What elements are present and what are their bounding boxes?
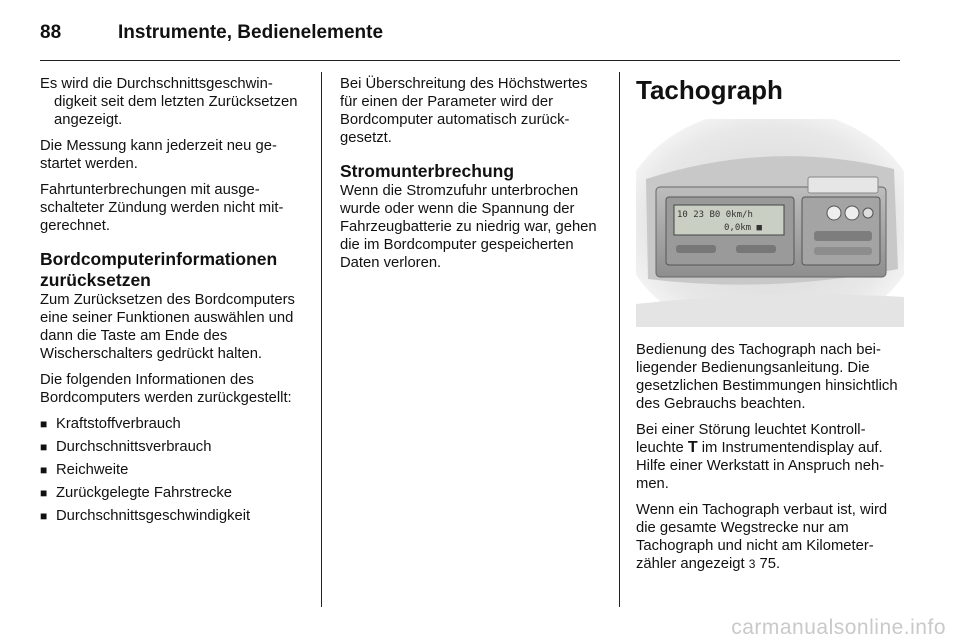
list-item: ■ Reichweite bbox=[40, 462, 129, 478]
bullet-icon: ■ bbox=[40, 417, 48, 431]
paragraph-auto-reset: Bei Überschreitung des Höchstwertes für einen der Parameter wird der Bordcomputer automatisch zurückgesetzt. bbox=[340, 76, 588, 146]
list-item: ■ Durchschnittsgeschwindigkeit bbox=[40, 508, 251, 524]
header-rule bbox=[40, 60, 900, 61]
section-heading-tachograph: Tachograph bbox=[636, 75, 783, 105]
bullet-icon: ■ bbox=[40, 463, 48, 477]
page-reference-arrow-icon: 3 bbox=[748, 557, 756, 571]
column-2 bbox=[340, 75, 602, 280]
page-number: 88 bbox=[40, 22, 62, 43]
tachograph-display-line2: 0,0km ■ bbox=[724, 223, 762, 233]
bullet-icon: ■ bbox=[40, 486, 48, 500]
list-item: ■ Durchschnittsverbrauch bbox=[40, 439, 212, 455]
tachograph-illustration bbox=[636, 119, 904, 327]
bullet-icon: ■ bbox=[40, 440, 48, 454]
section-heading-power: Stromunterbrechung bbox=[340, 161, 515, 181]
column-divider-1 bbox=[321, 72, 322, 607]
paragraph-odometer: Wenn ein Tachograph verbaut ist, wird die gesamte Wegstrecke nur am Tachograph und nicht am Kilometerzähler angezeigt 3 75. bbox=[636, 502, 888, 572]
tachograph-warning-icon: T bbox=[687, 439, 698, 456]
tachograph-figure bbox=[636, 119, 904, 327]
section-heading-reset: Bordcomputerinformationen zurücksetzen bbox=[40, 249, 278, 290]
tachograph-display-line1: 10 23 B0 0km/h bbox=[677, 210, 753, 220]
list-item: ■ Kraftstoffverbrauch bbox=[40, 416, 181, 432]
watermark: carmanualsonline.info bbox=[731, 616, 946, 639]
page-header bbox=[40, 18, 900, 48]
paragraph-average-speed: Es wird die Durchschnittsgeschwindigkeit seit dem letzten Zurücksetzen angezeigt. bbox=[40, 76, 298, 128]
column-1 bbox=[40, 75, 308, 530]
column-3 bbox=[636, 75, 904, 581]
chapter-title: Instrumente, Bedienelemente bbox=[118, 22, 384, 43]
paragraph-malfunction: Bei einer Störung leuchtet Kontrollleuchte T im Instrumentendisplay auf. Hilfe einer Werkstatt in Anspruch nehmen. bbox=[636, 422, 885, 492]
list-item: ■ Zurückgelegte Fahrstrecke bbox=[40, 485, 232, 501]
paragraph-power-loss: Wenn die Stromzufuhr unterbrochen wurde oder wenn die Spannung der Fahrzeugbatterie zu niedrig war, gehen die im Bordcomputer gespeicherten Daten verloren. bbox=[340, 183, 597, 271]
paragraph-operation: Bedienung des Tachograph nach beiliegender Bedienungsanleitung. Die gesetzlichen Bestimmungen hinsichtlich des Gebrauchs beachten. bbox=[636, 342, 898, 412]
paragraph-interruptions: Fahrtunterbrechungen mit ausgeschalteter Zündung werden nicht mitgerechnet. bbox=[40, 182, 284, 234]
reset-list bbox=[40, 415, 308, 525]
bullet-icon: ■ bbox=[40, 509, 48, 523]
paragraph-reset-info: Die folgenden Informationen des Bordcomputers werden zurückgestellt: bbox=[40, 372, 292, 406]
column-divider-2 bbox=[619, 72, 620, 607]
paragraph-restart: Die Messung kann jederzeit neu gestartet werden. bbox=[40, 138, 277, 172]
paragraph-reset-instructions: Zum Zurücksetzen des Bordcomputers eine seiner Funktionen auswählen und dann die Taste am Ende des Wischerschalters gedrückt halten. bbox=[40, 292, 295, 362]
